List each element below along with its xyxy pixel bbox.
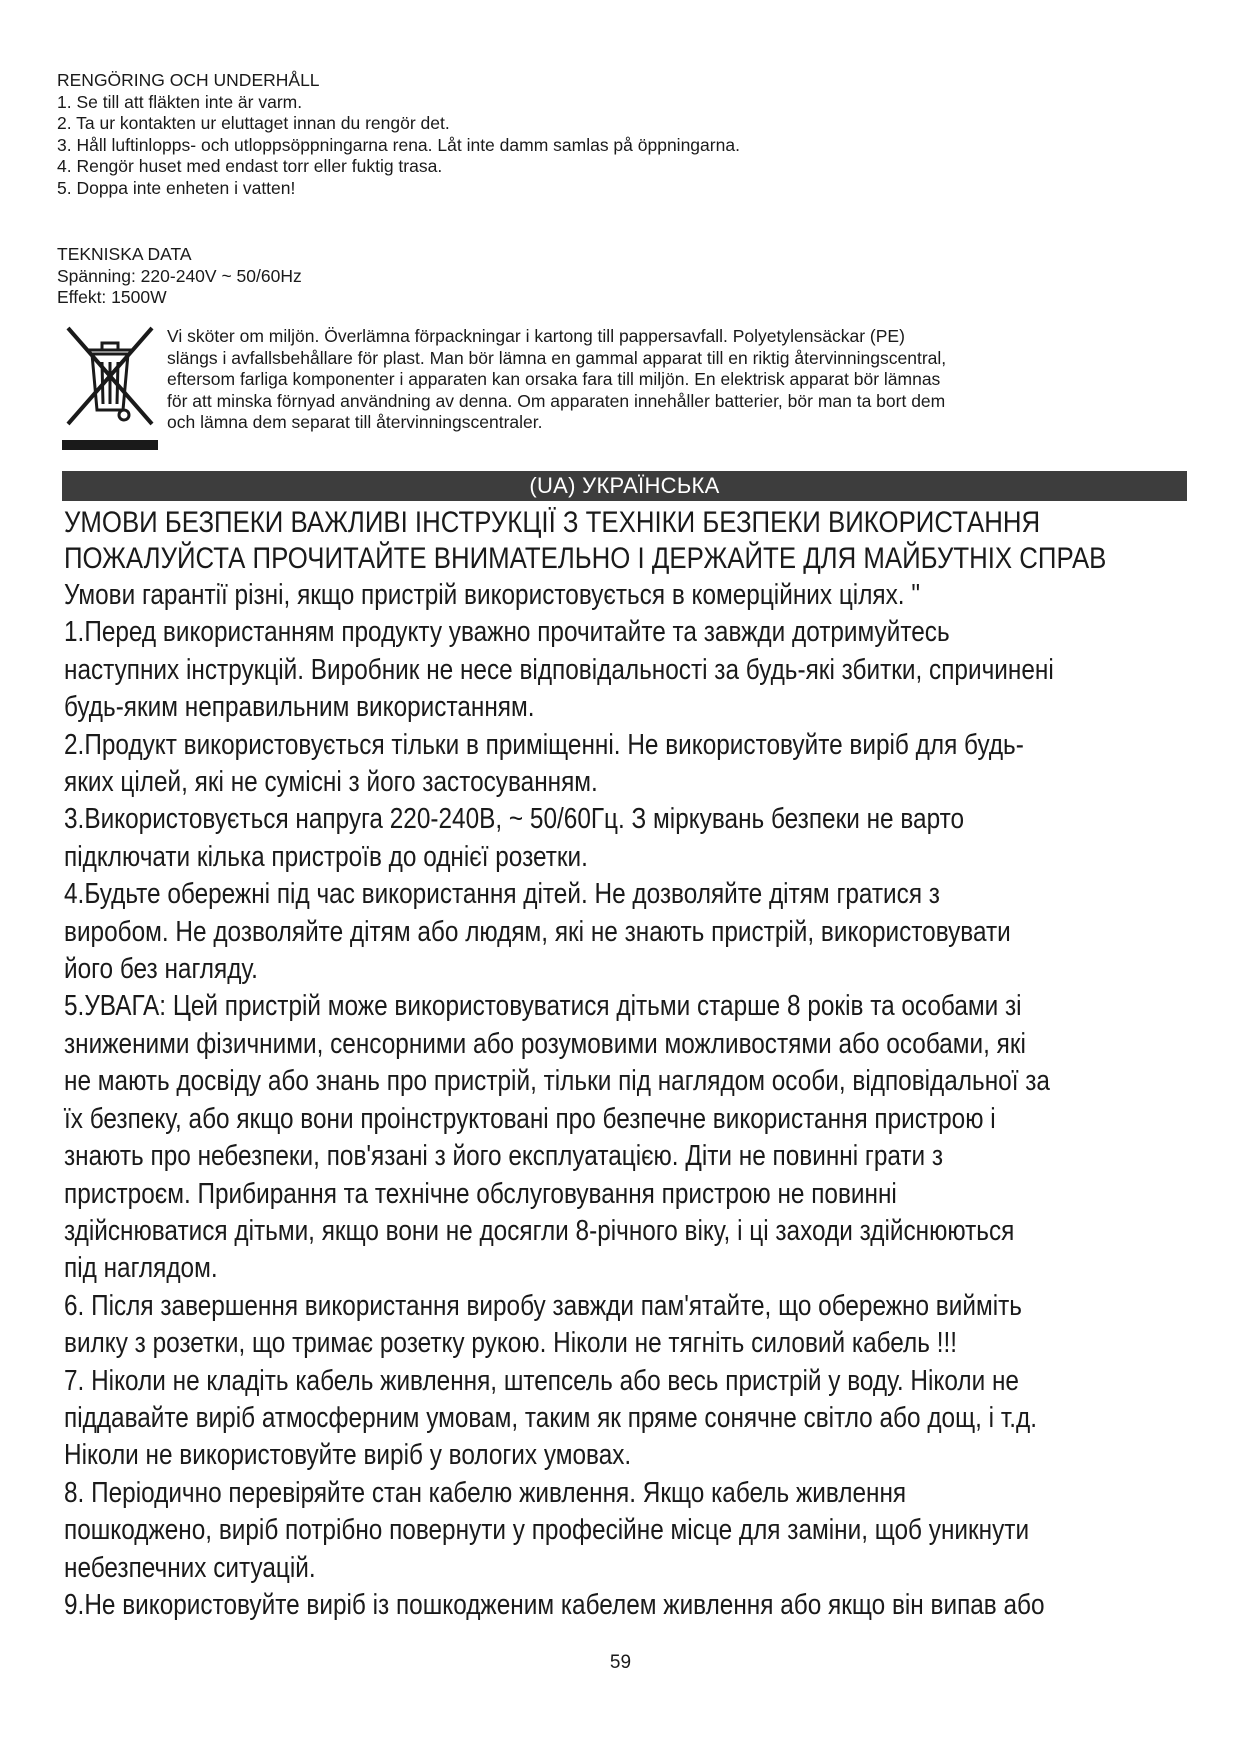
environment-line: för att minska förnyad användning av denna. Om apparaten innehåller batterier, bör man ta bort dem — [167, 390, 946, 411]
safety-line: 1.Перед використанням продукту уважно прочитайте та завжди дотримуйтесь — [64, 616, 950, 649]
cleaning-heading: RENGÖRING OCH UNDERHÅLL — [57, 70, 320, 90]
technical-data-section — [57, 244, 1187, 309]
safety-line: знають про небезпеки, пов'язані з його експлуатацією. Діти не повинні грати з — [64, 1140, 944, 1173]
safety-line: 5.УВАГА: Цей пристрій може використовуватися дітьми старше 8 років та особами зі — [64, 990, 1022, 1023]
safety-line: 4.Будьте обережні під час використання дітей. Не дозволяйте дітям гратися з — [64, 878, 940, 911]
environment-line: Vi sköter om miljön. Överlämna förpackningar i kartong till pappersavfall. Polyetylensäckar (PE) — [167, 326, 905, 346]
safety-line: його без нагляду. — [64, 953, 258, 986]
environment-notice — [167, 326, 1187, 434]
safety-line: небезпечних ситуацій. — [64, 1551, 316, 1584]
cleaning-item: 1. Se till att fläkten inte är varm. — [57, 91, 303, 112]
safety-line: зниженими фізичними, сенсорними або розумовими можливостями або особами, які — [64, 1027, 1026, 1060]
safety-line: 9.Не використовуйте виріб із пошкодженим кабелем живлення або якщо він випав або — [64, 1588, 1045, 1621]
safety-line: під наглядом. — [64, 1252, 218, 1285]
environment-line: eftersom farliga komponenter i apparaten kan orsaka fara till miljön. En elektrisk apparat bör lämnas — [167, 369, 941, 389]
safety-line: 7. Ніколи не кладіть кабель живлення, штепсель або весь пристрій у воду. Ніколи не — [64, 1364, 1019, 1397]
page-number: 59 — [609, 1652, 632, 1673]
safety-line: 6. Після завершення використання виробу завжди пам'ятайте, що обережно вийміть — [64, 1289, 1022, 1322]
crossed-out-wheelie-bin-icon — [62, 318, 158, 450]
cleaning-item: 2. Ta ur kontakten ur eluttaget innan du rengör det. — [57, 113, 450, 133]
safety-line: їх безпеку, або якщо вони проінструктовані про безпечне використання пристрою і — [64, 1102, 996, 1135]
technical-line: Spänning: 220-240V ~ 50/60Hz — [57, 265, 302, 286]
technical-line: Effekt: 1500W — [57, 287, 167, 307]
language-section-bar: (UA) УКРАЇНСЬКА — [62, 471, 1187, 501]
safety-line: пристроєм. Прибирання та технічне обслуговування пристрою не повинні — [64, 1177, 897, 1210]
cleaning-item: 3. Håll luftinlopps- och utloppsöppningarna rena. Låt inte damm samlas på öppningarna. — [57, 134, 740, 155]
safety-line: пошкоджено, виріб потрібно повернути у професійне місце для заміни, щоб уникнути — [64, 1514, 1030, 1547]
safety-line: піддавайте виріб атмосферним умовам, таким як пряме сонячне світло або дощ, і т.д. — [64, 1401, 1038, 1434]
cleaning-item: 4. Rengör huset med endast torr eller fuktig trasa. — [57, 156, 443, 176]
safety-heading: УМОВИ БЕЗПЕКИ ВАЖЛИВІ ІНСТРУКЦІЇ З ТЕХНІКИ БЕЗПЕКИ ВИКОРИСТАННЯ — [64, 506, 1041, 539]
safety-line: наступних інструкцій. Виробник не несе відповідальності за будь-які збитки, спричинені — [64, 653, 1054, 686]
cleaning-item: 5. Doppa inte enheten i vatten! — [57, 177, 296, 198]
safety-line: 3.Використовується напруга 220-240В, ~ 50/60Гц. З міркувань безпеки не варто — [64, 803, 965, 836]
safety-line: яких цілей, які не сумісні з його застосуванням. — [64, 766, 598, 799]
safety-line: Умови гарантії різні, якщо пристрій використовується в комерційних цілях. " — [64, 579, 920, 611]
technical-heading: TEKNISKA DATA — [57, 244, 192, 264]
safety-heading: ПОЖАЛУЙСТА ПРОЧИТАЙТЕ ВНИМАТЕЛЬНО І ДЕРЖАЙТЕ ДЛЯ МАЙБУТНІХ СПРАВ — [64, 542, 1107, 575]
ukrainian-safety-section — [64, 505, 1204, 1624]
safety-line: 2.Продукт використовується тільки в приміщенні. Не використовуйте виріб для будь- — [64, 728, 1024, 761]
safety-line: виробом. Не дозволяйте дітям або людям, які не знають пристрій, використовувати — [64, 915, 1011, 948]
safety-line: будь-яким неправильним використанням. — [64, 691, 535, 724]
safety-line: не мають досвіду або знань про пристрій, тільки під наглядом особи, відповідальної за — [64, 1065, 1050, 1098]
environment-line: och lämna dem separat till återvinningscentraler. — [167, 412, 543, 432]
cleaning-section — [57, 70, 1187, 199]
environment-line: slängs i avfallsbehållare för plast. Man bör lämna en gammal apparat till en riktig återvinningscentral, — [167, 347, 947, 368]
safety-line: вилку з розетки, що тримає розетку рукою. Ніколи не тягніть силовий кабель !!! — [64, 1327, 958, 1360]
safety-line: здійснюватися дітьми, якщо вони не досягли 8-річного віку, і ці заходи здійснюються — [64, 1214, 1015, 1247]
safety-line: Ніколи не використовуйте виріб у вологих умовах. — [64, 1439, 632, 1472]
safety-line: 8. Періодично перевіряйте стан кабелю живлення. Якщо кабель живлення — [64, 1476, 907, 1509]
safety-line: підключати кілька пристроїв до однієї розетки. — [64, 840, 588, 873]
